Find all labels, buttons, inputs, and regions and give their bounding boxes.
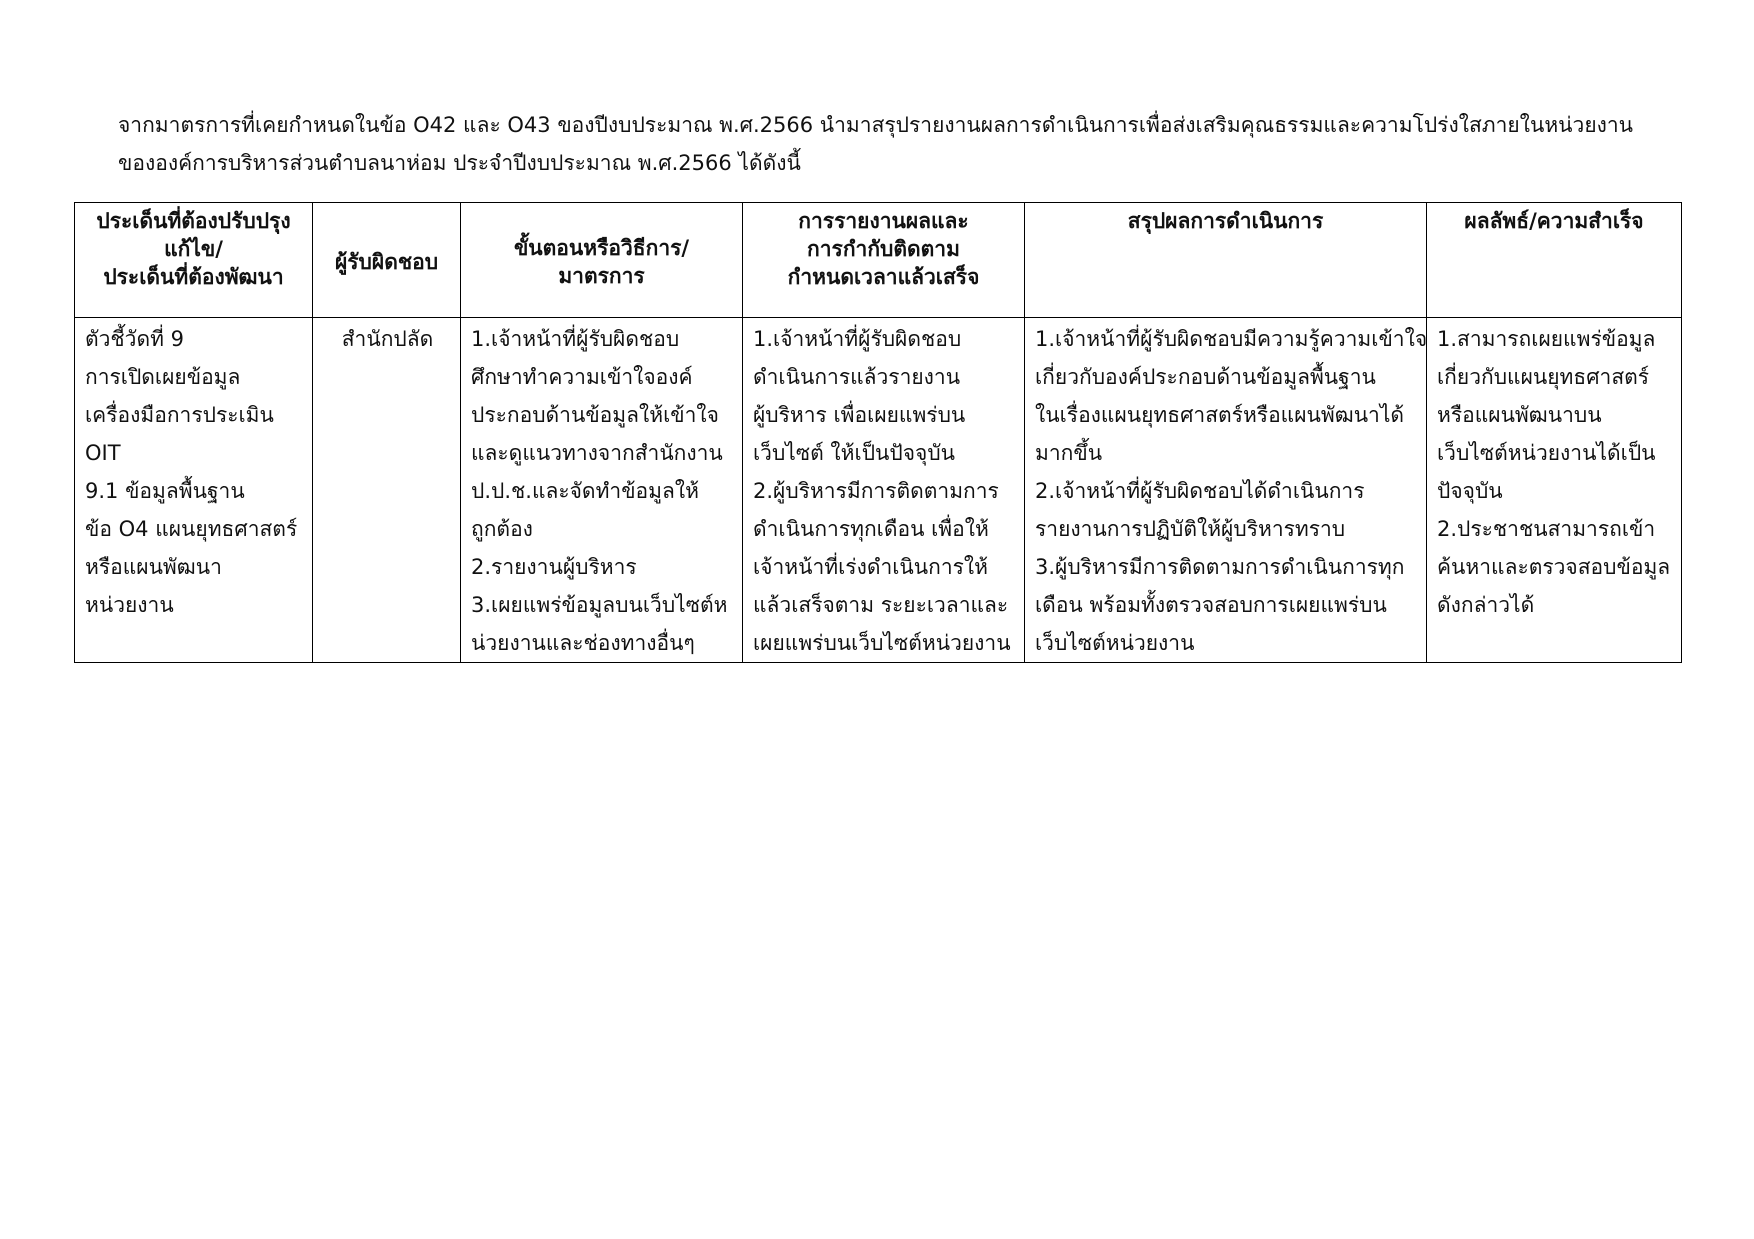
cell-issue [75, 318, 313, 663]
header-line: ผลลัพธ์/ความสำเร็จ [1464, 209, 1644, 233]
header-line: ขั้นตอนหรือวิธีการ/ [513, 236, 690, 260]
cell-line: ดังกล่าวได้ [1437, 593, 1535, 617]
cell-line: ดำเนินการทุกเดือน เพื่อให้ [753, 517, 989, 541]
cell-line: 2.ผู้บริหารมีการติดตามการ [753, 479, 999, 503]
cell-line: ในเรื่องแผนยุทธศาสตร์หรือแผนพัฒนาได้ [1035, 403, 1405, 427]
intro-paragraph [118, 106, 1678, 182]
cell-line: 3.เผยแพร่ข้อมูลบนเว็บไซต์ห [471, 593, 728, 617]
cell-line: ถูกต้อง [471, 517, 533, 541]
header-issue [75, 203, 313, 318]
header-line: มาตรการ [558, 264, 645, 288]
cell-line: น่วยงานและช่องทางอื่นๆ [471, 631, 695, 655]
header-result [1427, 203, 1682, 318]
cell-line: 2.เจ้าหน้าที่ผู้รับผิดชอบได้ดำเนินการ [1035, 479, 1365, 503]
table-row [75, 318, 1682, 663]
cell-line: หน่วยงาน [85, 593, 174, 617]
header-line: ผู้รับผิดชอบ [334, 250, 439, 274]
cell-line: 2.ประชาชนสามารถเข้า [1437, 517, 1656, 541]
header-responsible [313, 203, 461, 318]
cell-line: ปัจจุบัน [1437, 479, 1503, 503]
cell-line: ผู้บริหาร เพื่อเผยแพร่บน [753, 403, 966, 427]
cell-line: เผยแพร่บนเว็บไซต์หน่วยงาน [753, 631, 1011, 655]
cell-line: 2.รายงานผู้บริหาร [471, 555, 637, 579]
intro-line-1: จากมาตรการที่เคยกำหนดในข้อ O42 และ O43 ของปีงบประมาณ พ.ศ.2566 นำมาสรุปรายงานผลการดำเนินการเพื่อส่งเสริมคุณธรรมและความโปร่งใสภายในหน่วยงาน [118, 113, 1634, 137]
cell-line: 3.ผู้บริหารมีการติดตามการดำเนินการทุก [1035, 555, 1405, 579]
header-line: สรุปผลการดำเนินการ [1127, 209, 1324, 233]
cell-line: 1.สามารถเผยแพร่ข้อมูล [1437, 327, 1656, 351]
table-header-row [75, 203, 1682, 318]
cell-line: ค้นหาและตรวจสอบข้อมูล [1437, 555, 1671, 579]
cell-line: ดำเนินการแล้วรายงาน [753, 365, 961, 389]
cell-responsible [313, 318, 461, 663]
cell-line: สำนักปลัด [341, 327, 434, 351]
cell-line: ตัวชี้วัดที่ 9 [85, 327, 184, 351]
cell-line: เว็บไซต์หน่วยงานได้เป็น [1437, 441, 1656, 465]
cell-line: เดือน พร้อมทั้งตรวจสอบการเผยแพร่บน [1035, 593, 1387, 617]
cell-reporting [743, 318, 1025, 663]
cell-line: เกี่ยวกับแผนยุทธศาสตร์ [1437, 365, 1650, 389]
cell-line: ศึกษาทำความเข้าใจองค์ [471, 365, 693, 389]
cell-line: ประกอบด้านข้อมูลให้เข้าใจ [471, 403, 719, 427]
intro-line-2: ขององค์การบริหารส่วนตำบลนาห่อม ประจำปีงบประมาณ พ.ศ.2566 ได้ดังนี้ [118, 151, 801, 175]
cell-line: แล้วเสร็จตาม ระยะเวลาและ [753, 593, 1009, 617]
cell-line: การเปิดเผยข้อมูล [85, 365, 241, 389]
header-line: การกำกับติดตาม [807, 237, 960, 261]
header-summary [1025, 203, 1427, 318]
cell-method [461, 318, 743, 663]
header-line: การรายงานผลและ [798, 209, 969, 233]
cell-line: 9.1 ข้อมูลพื้นฐาน [85, 479, 245, 503]
cell-line: 1.เจ้าหน้าที่ผู้รับผิดชอบมีความรู้ความเข้าใจ [1035, 327, 1428, 351]
cell-line: มากขึ้น [1035, 441, 1103, 465]
cell-summary [1025, 318, 1427, 663]
cell-line: และดูแนวทางจากสำนักงาน [471, 441, 723, 465]
cell-line: รายงานการปฏิบัติให้ผู้บริหารทราบ [1035, 517, 1346, 541]
header-line: ประเด็นที่ต้องปรับปรุง [96, 209, 291, 233]
cell-line: 1.เจ้าหน้าที่ผู้รับผิดชอบ [753, 327, 962, 351]
cell-line: ป.ป.ช.และจัดทำข้อมูลให้ [471, 479, 699, 503]
header-line: แก้ไข/ [164, 237, 223, 261]
cell-result [1427, 318, 1682, 663]
cell-line: เว็บไซต์ ให้เป็นปัจจุบัน [753, 441, 956, 465]
header-line: ประเด็นที่ต้องพัฒนา [103, 265, 284, 289]
cell-line: OIT [85, 441, 121, 465]
header-reporting [743, 203, 1025, 318]
cell-line: 1.เจ้าหน้าที่ผู้รับผิดชอบ [471, 327, 680, 351]
cell-line: เกี่ยวกับองค์ประกอบด้านข้อมูลพื้นฐาน [1035, 365, 1376, 389]
cell-line: หรือแผนพัฒนา [85, 555, 222, 579]
header-method [461, 203, 743, 318]
report-table [74, 202, 1682, 663]
cell-line: เครื่องมือการประเมิน [85, 403, 274, 427]
cell-line: เว็บไซต์หน่วยงาน [1035, 631, 1195, 655]
cell-line: ข้อ O4 แผนยุทธศาสตร์ [85, 517, 298, 541]
header-line: กำหนดเวลาแล้วเสร็จ [787, 265, 980, 289]
cell-line: หรือแผนพัฒนาบน [1437, 403, 1602, 427]
cell-line: เจ้าหน้าที่เร่งดำเนินการให้ [753, 555, 989, 579]
